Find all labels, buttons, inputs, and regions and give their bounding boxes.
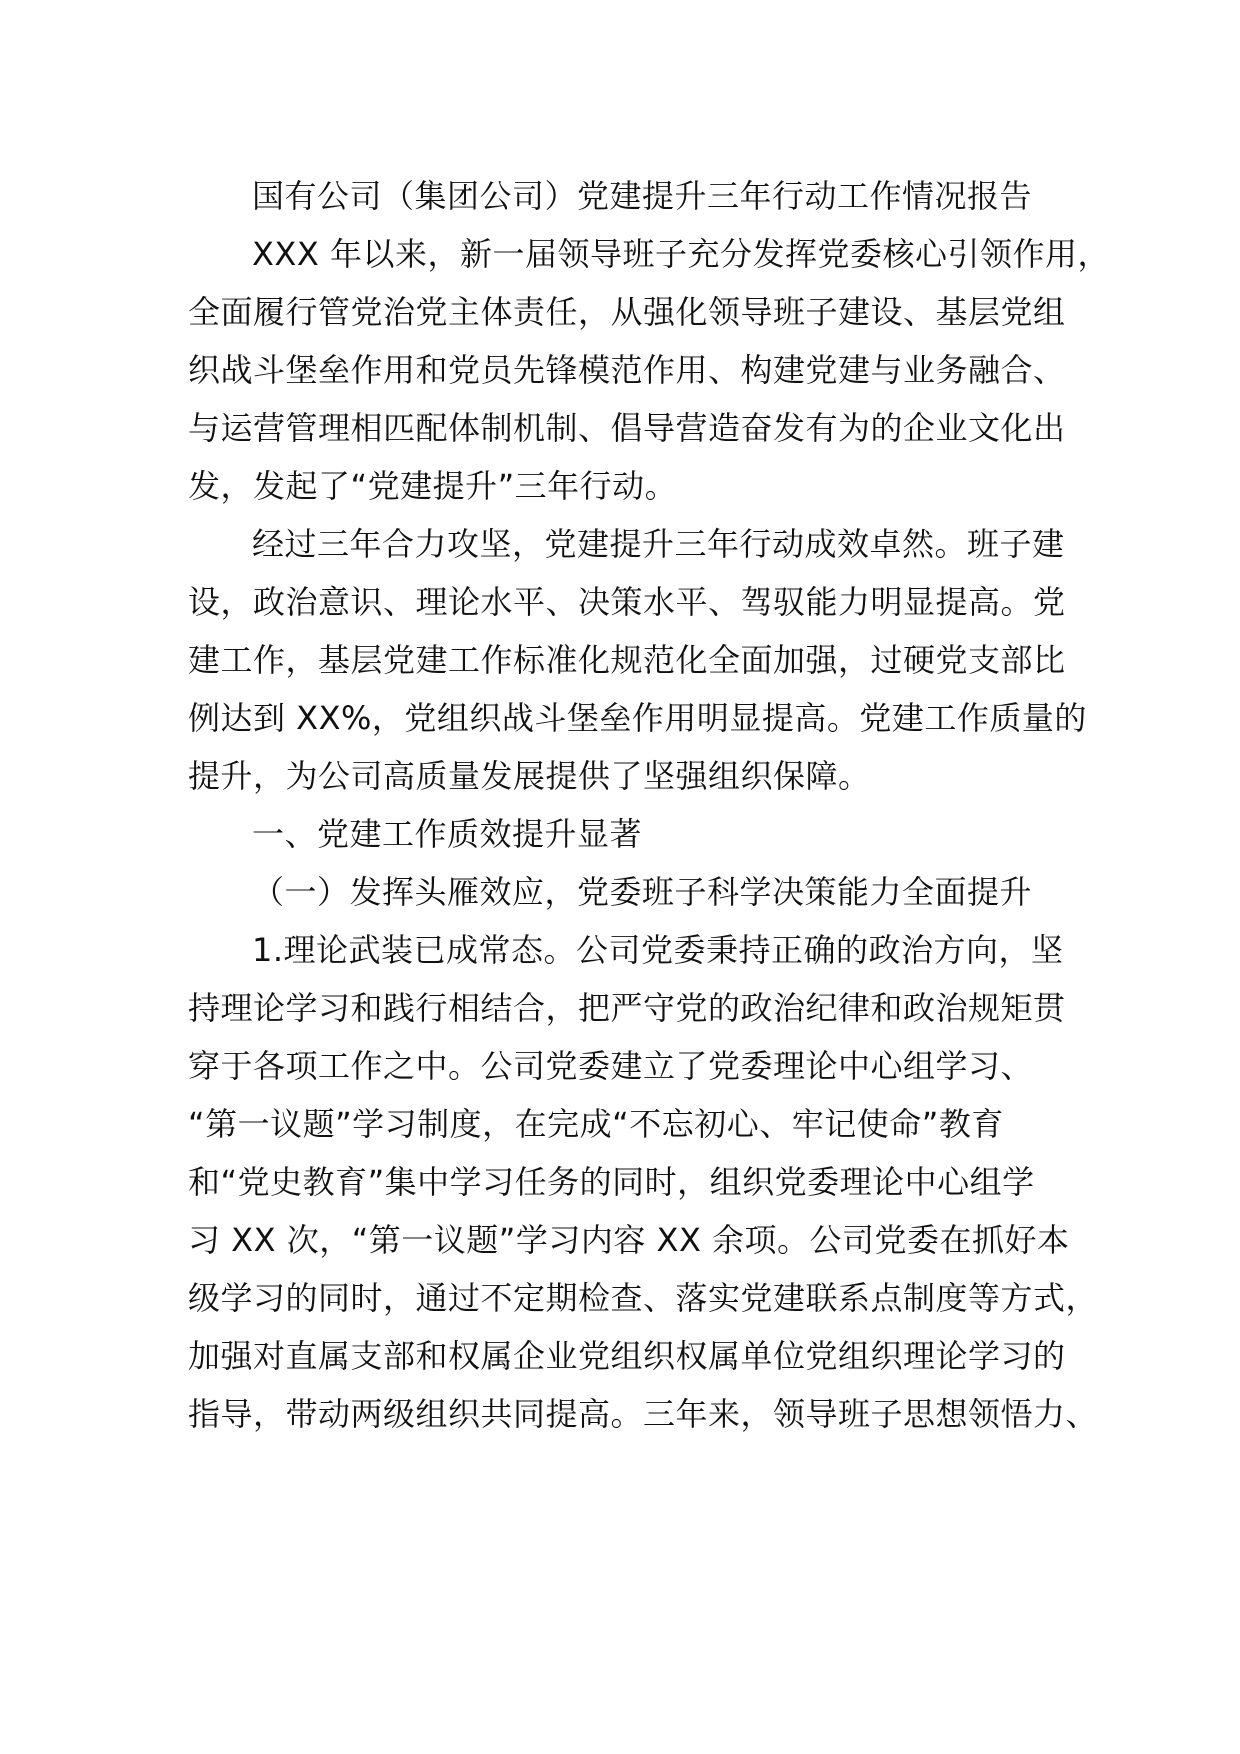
paragraph-line: 加强对直属支部和权属企业党组织权属单位党组织理论学习的 [188, 1337, 1066, 1375]
paragraph-line: 穿于各项工作之中。公司党委建立了党委理论中心组学习、 [188, 1047, 1034, 1085]
paragraph-line: 和“党史教育”集中学习任务的同时，组织党委理论中心组学 [188, 1163, 1035, 1201]
paragraph-line: 发，发起了“党建提升”三年行动。 [188, 467, 678, 505]
paragraph-line: XXX 年以来，新一届领导班子充分发挥党委核心引领作用， [252, 235, 1110, 273]
paragraph-line: 级学习的同时，通过不定期检查、落实党建联系点制度等方式， [188, 1279, 1099, 1317]
paragraph-line: “第一议题”学习制度，在完成“不忘初心、牢记使命”教育 [188, 1105, 1004, 1143]
paragraph-line: 建工作，基层党建工作标准化规范化全面加强，过硬党支部比 [188, 641, 1066, 679]
paragraph-line: 织战斗堡垒作用和党员先锋模范作用、构建党建与业务融合、 [188, 351, 1066, 389]
paragraph-line: 例达到 XX%，党组织战斗堡垒作用明显提高。党建工作质量的 [188, 699, 1087, 737]
paragraph-line: 1.理论武装已成常态。公司党委秉持正确的政治方向，坚 [252, 931, 1064, 969]
document-title: 国有公司（集团公司）党建提升三年行动工作情况报告 [252, 177, 1033, 215]
paragraph-line: 习 XX 次，“第一议题”学习内容 XX 余项。公司党委在抓好本 [188, 1221, 1070, 1259]
paragraph-line: 全面履行管党治党主体责任，从强化领导班子建设、基层党组 [188, 293, 1066, 331]
paragraph-line: 与运营管理相匹配体制机制、倡导营造奋发有为的企业文化出 [188, 409, 1066, 447]
paragraph-line: 提升，为公司高质量发展提供了坚强组织保障。 [188, 757, 871, 795]
paragraph-line: 持理论学习和践行相结合，把严守党的政治纪律和政治规矩贯 [188, 989, 1066, 1027]
section-heading: 一、党建工作质效提升显著 [252, 815, 643, 853]
paragraph-line: 设，政治意识、理论水平、决策水平、驾驭能力明显提高。党 [188, 583, 1066, 621]
paragraph-line: 指导，带动两级组织共同提高。三年来，领导班子思想领悟力、 [188, 1395, 1099, 1433]
paragraph-line: 经过三年合力攻坚，党建提升三年行动成效卓然。班子建 [252, 525, 1065, 563]
subsection-heading: （一）发挥头雁效应，党委班子科学决策能力全面提升 [252, 873, 1033, 911]
